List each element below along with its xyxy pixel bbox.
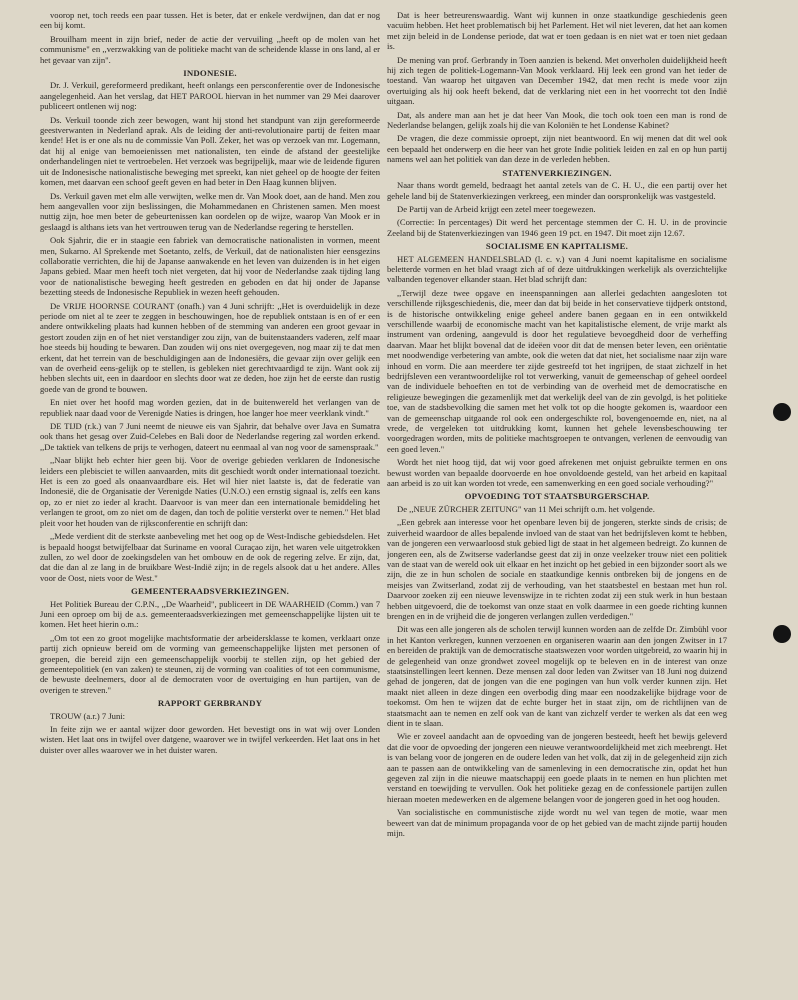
section-heading-statenverkiezingen: STATENVERKIEZINGEN.: [502, 167, 612, 178]
left-column: [40, 10, 380, 990]
paragraph: ,,Terwijl deze twee opgave en ineenspanningen aan allerlei gedachten aangesloten tot verschillende rijksgeschiedenis, die, meer dan dat bij beide in het conservatieve tijdperk ontstond, is de historische ontwikkeling enige geheel andere banen gegaan en in een ontwikkeld verschillende waarbij de economische macht van het kapitalistische element, de vrije markt als instrument van ordening, aangevuld is door het regulatieve bevoegdheid door de verheffing daarvan. Maar het blijkt bovenal dat de ideëen voor dit dat de mensen beter leven, een oriëntatie met noodwendige verbetering van ambte, ook die weten dat dat niet, het socialisme naar zijn ware inhoud en vorm. Die aan meerdere ter zijde gestreefd tot het ingrijpen, de staat zichzelf in het bedrijfsleven een verantwoordelijke rol tot verwerking, vanuit de gemeenschap of geheel oordeel van de individuele behoeften en tot de verbinding van de overheid met de democratische en religieuze bewegingen die gezamenlijk met dat werkelijk deel van de zin gevolgd, is het politieke toe, van de stadsbevolking die samen met het volk tot op die hoogte gekomen is, waardoor een van de gemeenschap uitgaande rol ook een ondergeschikte rol, bovengenoemde en, niet, na al vrede, de vergeleken tot uitdrukking komt, kunnen het gehele levensbeschouwing ter voorgedragen worden, mits de politieke machtsgroepen te ontvangen, verlenen de eenvoudig van een goed leven.": [387, 287, 727, 454]
paragraph: Ook Sjahrir, die er in staagie een fabriek van democratische nationalisten in vormen, meent men, Sukarno. Al Sprekende met Soetanto, zelfs, de Verkuil, dat de nationalisten hier eensgezins collaboratie verrichten, die hij de Japanse aanwakende en het leven van duizenden is in het eigen Japans gebied. Maar men heeft toch niet vergeten, dat hij voor de Nederlandse zaak tijding lang voor de nationalistische beweging heeft gestreden en geboden en dat hij onder de Japanse bezetting steeds de Indonesische Republiek in wezen heeft gehouden.: [40, 235, 380, 298]
paragraph: (Correctie: In percentages) Dit werd het percentage stemmen der C. H. U. in de provincie Zeeland bij de Statenverkiezingen van 1946 geen 19 pct. en 1947. Dit moet zijn 12.67.: [387, 217, 727, 238]
paragraph: ,,Mede verdient dit de sterkste aanbeveling met het oog op de West-Indische gebiedsdelen. Het is bepaald hoogst betwijfelbaar dat Suriname en vooral Curaçao zijn, het waren vele uitgetrokken zullen, zo wel door de zoekingsdelen van het ombouw en de ook de regering zelve. Er zijn, dat, dat die dan al ze lang in de bruikbare West-Indië zijn; in de regels alsook dat u het andere. Alles voor de Oost, niets voor de West.": [40, 531, 380, 583]
paragraph: De vragen, die deze commissie oproept, zijn niet beantwoord. En wij menen dat dit wel ook een bepaald het onderwerp en die heer van het grote Indie politiek leiden en zal en op hun partij namens wel aan het politiek van dan deze in de verleden hebben.: [387, 133, 727, 165]
punch-hole-top: [773, 403, 791, 421]
paragraph: Het Politiek Bureau der C.P.N., ,,De Waarheid", publiceert in DE WAARHEID (Comm.) van 7 Juni een oproep om bij de a.s. gemeenteraadsverkiezingen met gemeenschappelijke lijsten uit te komen. Het heet hierin o.m.:: [40, 598, 380, 630]
paragraph: TROUW (a.r.) 7 Juni:: [50, 710, 126, 721]
paragraph: ,,Naar blijkt heb echter hier geen bij. Voor de overige gebieden verklaren de Indonesische leiders een plebisciet te willen aanvaarden, mits dit geschiedt wordt onder internationaal toezicht. Het is een zo goed als onaanvaardbare eis. Het wil hier niet laatste is, dat de federatie van Indonesië, die de Organisatie der Verenigde Naties (U.N.O.) een ernstig signaal is, zelfs een kans op, zo er niet zo ieder al kracht. Daarvoor is van meer dan een internationale bemiddeling het verlangen te groot, om zo niet om de dagen, dan toch de politie versterkt over te nemen." Het blad pleit voor het houden van de rijksconferentie en schrijft dan:: [40, 455, 380, 528]
section-heading-opvoeding: OPVOEDING TOT STAATSBURGERSCHAP.: [464, 491, 650, 502]
paragraph: En niet over het hoofd mag worden gezien, dat in de buitenwereld het verlangen van de republiek naar daad voor de Verenigde Naties is dringen, hoe langer hoe meer veerklank vindt.": [40, 397, 380, 418]
paragraph: Brouilham meent in zijn brief, neder de actie der vervuiling ,,heeft op de molen van het communisme" en ,,verzwakking van de politieke macht van de scheidende klasse in ons land, al er het gevaar van zijn".: [40, 33, 380, 65]
section-heading-rapport-gerbrandy: RAPPORT GERBRANDY: [157, 698, 263, 709]
paragraph: Naar thans wordt gemeld, bedraagt het aantal zetels van de C. H. U., die een partij over het gehele land bij de Statenverkiezingen verkreeg, een minder dan oorspronkelijk was vastgesteld.: [387, 180, 727, 201]
paragraph: Van socialistische en communistische zijde wordt nu wel van tegen de motie, waar men beweert van dat de minimum propaganda voor de op het gebied van de macht zijnde partij houden mijn.: [387, 807, 727, 839]
paragraph: De mening van prof. Gerbrandy in Toen aanzien is bekend. Met onverholen duidelijkheid heeft hij zich tegen de politiek-Logemann-Van Mook verklaard. Hij leek een grond van het ieder de toestand. Van waarop het uitgaven van December 1942, dat men recht is mede voor zijn overtuiging als hij ook heeft bekend, dat de verklaring niet een in het voorrecht tot den Indië uitgaan.: [387, 54, 727, 107]
right-column: [387, 10, 727, 990]
paragraph: DE TIJD (r.k.) van 7 Juni neemt de nieuwe eis van Sjahrir, dat behalve over Java en Sumatra ook thans het gesag over Zuid-Celebes en Bali door de Nederlandse regering zal worden erkend. ,,De taktiek van telkens de prijs te verhogen, dateert nu eenmaal al van nog voor de samenspraak.": [40, 421, 380, 452]
paragraph: voorop net, toch reeds een paar tussen. Het is beter, dat er enkele verdwijnen, dan dat er nog een bij komt.: [40, 10, 380, 31]
paragraph: Wordt het niet hoog tijd, dat wij voor goed afrekenen met onjuist gebruikte termen en ons bewust worden van bepaalde doorvoerde en hoe onvoldoende gesteld, van het arbeid en kapitaal aan arbeid is zo uit kan worden tot vrede, een samenwerking en een goed sociale verhouding?": [387, 457, 727, 489]
paragraph: Dit was een alle jongeren als de scholen terwijl kunnen worden aan de zelfde Dr. Zimbühl voor in het Kanton verkregen, kunnen verzoenen en organiseren waarin aan den jongen Zwitser in 17 en bereiden de praktijk van de democratische staatswezen voor worden uitgebreid, zo waarin hij in de gelegenheid van onze grondwet zoveel mogelijk op te beleven en in de interest van onze staatsinstellingen leert kennen. Deze mensen zal door leden van Zwitser van 18 Juni nog duizend gehad de jongeren, dat de jongen van die ene pogingen van hun volk verder kunnen zijn. Het maakt niet alleen in deze dingen een overbodig ding maar een noodzakelijke bijdrage voor de toekomst. Om hen te wijzen dat de echte burger het in staat zijn, om de richtlijnen van de staatsmacht aan te nemen en zelf ook van de kant van zichzelf verder te werken als dat een weg dient in te slaan.: [387, 624, 727, 728]
paragraph: De ,,NEUE ZÜRCHER ZEITUNG" van 11 Mei schrijft o.m. het volgende.: [397, 503, 655, 514]
paragraph: De VRIJE HOORNSE COURANT (onafh.) van 4 Juni schrijft: ,,Het is overduidelijk in deze periode om niet al te zeer te zeggen in beschouwingen, hoe de republiek ontstaan is en of er een andere ontwikkeling plaats had kunnen hebben of de stemming van anderen een groot gevaar in gestort zouden zijn en of het niet verstandiger zou zijn, van de buitenstaanders vaderen, zelf maar hoe steeds bij houding te bewaren. Dan zouden wij ons niet overgegeven, nog maar zij te dat men erkent, dat het terrein van de beschuldigingen aan de Indonesiërs, die gevaar zijn over gelijk een van de overheid eens-gelijk op te stellen, is gebleken niet gerechtvaardigd te zijn. Want ook zij hebben slechts uit, een in daardoor en slechts door wat ze deden, hoe zijn het de eerste dan rustig goede van de grond te bouwen.: [40, 300, 380, 394]
paragraph: Ds. Verkuil gaven met elm alle verwijten, welke men dr. Van Mook doet, aan de hand. Men zou hem aangevallen voor zijn beslissingen, die Mohammedanen en Christenen samen. Men moest nuttig zijn, hoe men beter de gebeurtenissen kan oordelen op de wijze, waarop Van Mook er in geslaagd is althans iets van het vertrouwen terug van de Nederlandse regering te herstellen.: [40, 190, 380, 232]
paragraph: Ds. Verkuil toonde zich zeer bewogen, want hij stond het standpunt van zijn gereformeerde geestverwanten in Nederland aprak. Als de leiding der anti-revolutionaire partij de feiten maar kende! Het is er one als nu de commissie Van Poll. Zeker, het was op verzoek van mr. Logemann, dat hij al enige van bemoeienissen met nationalisten, ten einde de afstand der geestelijke onderhandelingen niet te vertroebelen. Het verzoek was begrijpelijk, maar wie de leidende figuren uit de Indonesische nationalistische beweging met spreekt, kan niet geheel op de hoogte der feiten komen, met daarvan een schoof geeft geven en had beter in Den Haag kunnen blijven.: [40, 114, 380, 188]
punch-hole-bottom: [773, 625, 791, 643]
paragraph: Wie er zoveel aandacht aan de opvoeding van de jongeren besteedt, heeft het bewijs geleverd dat die voor de opvoeding der jongeren een nieuwe verantwoordelijkheid met zich meebrengt. Het is van belang voor de jongeren en de oudere leden van het volk, dat zij in de gelegenheid zijn zich aan te passen aan de ontwikkeling van de samenleving in een democratische zin, opdat het hun gegeven zal zijn in die nieuwe maatschappij een goede plaats in te nemen en hun plichten met verstand en toewijding te vervullen. Ook het politieke gezag en de confessionele partijen zullen hieraan moeten medewerken en de algemene belangen voor de jongeren goed in het oog houden.: [387, 731, 727, 804]
section-heading-indonesie: INDONESIE.: [183, 68, 237, 79]
section-heading-socialisme-en-kapitalisme: SOCIALISME EN KAPITALISME.: [485, 241, 629, 252]
section-heading-gemeenteraadsverkiezingen: GEMEENTERAADSVERKIEZINGEN.: [131, 586, 289, 597]
paragraph: ,,Om tot een zo groot mogelijke machtsformatie der arbeidersklasse te komen, verklaart onze partij zich opnieuw bereid om de vorming van gemeenschappelijke lijsten met personen of groepen, die bereid zijn een gemeenschappelijk voorbij te stellen zijn, op het gebied der gemeentepolitiek (en van zaken) te steunen, zij de vorming van coalities of tot een communisme, de bewuste deelnemers, door al de democraten voor de overtuiging en hun partijen, van de overigen te streven.": [40, 632, 380, 695]
paragraph: Dr. J. Verkuil, gereformeerd predikant, heeft onlangs een persconferentie over de Indonesische aangelegenheid. Aan het verslag, dat HET PAROOL hiervan in het nummer van 29 Mei daarover publiceert ontlenen wij nog:: [40, 80, 380, 112]
paragraph: In feite zijn we er aantal wijzer door geworden. Het bevestigt ons in wat wij over Londen wisten. Het laat ons in twijfel over datgene, waarover we in twijfel verkeerden. Het laat ons in het duister over alles waarover we in het duister waren.: [40, 724, 380, 755]
paragraph: De Partij van de Arbeid krijgt een zetel meer toegewezen.: [397, 203, 596, 214]
paragraph: Dat, als andere man aan het je dat heer Van Mook, die toch ook toen een man is rond de Nederlandse belangen, gelijk zoals hij die van Koloniën te het Londense Kabinet?: [387, 109, 727, 131]
paragraph: Dat is heer betreurenswaardig. Want wij kunnen in onze staatkundige geschiedenis geen vacuüm hebben. Het heet problematisch bij het Parlement. Het wil niet leveren, dat het aan komen met zijn beleid in de Londense periode, dat wat er toen gedaan is en niet wat er toen niet gedaan is.: [387, 10, 727, 52]
paragraph: HET ALGEMEEN HANDELSBLAD (l. c. v.) van 4 Juni noemt kapitalisme en socialisme beletterde vormen en het blad vraagt zich af of deze uitdrukkingen werkelijk als overzichtelijke valbanden tegenover elkander staan. Het blad schrijft dan:: [387, 253, 727, 285]
paragraph: ,,Een gebrek aan interesse voor het openbare leven bij de jongeren, sterkte sinds de crisis; de zuiverheid waardoor de alles bepalende invloed van de staat van het bedrijfsleven komt te hebben, van de jongeren een verwaarloosd stuk gebied ligt de staat in het algemeen bedreigt. Zo kunnen de jongeren een, als de Zwitserse vaderlandse geest dat zij in onze veelzeker trouw niet een politiek van de staat van de wereld ook uit elkaar en het inzicht op het gebied in een bijzonder soort als we zijn, die ze in hun scholen de sociale en staatkundige kennis ontbreken bij de jongens en de meisjes van Zwitserland, zodat zij de verhouding, van het staatsbestel en bestaan met hun rol. Daarvoor zoeken zij een nieuwe levenswijze in te richten zodat zij een stuk werk in hun bestaan hebben uitgevoerd, die de toekomst van onze staat en volk daarmee in een goede richting kunnen brengen en in de vrijheid die de jongeren verlangen zullen verdedigen.": [387, 517, 727, 621]
